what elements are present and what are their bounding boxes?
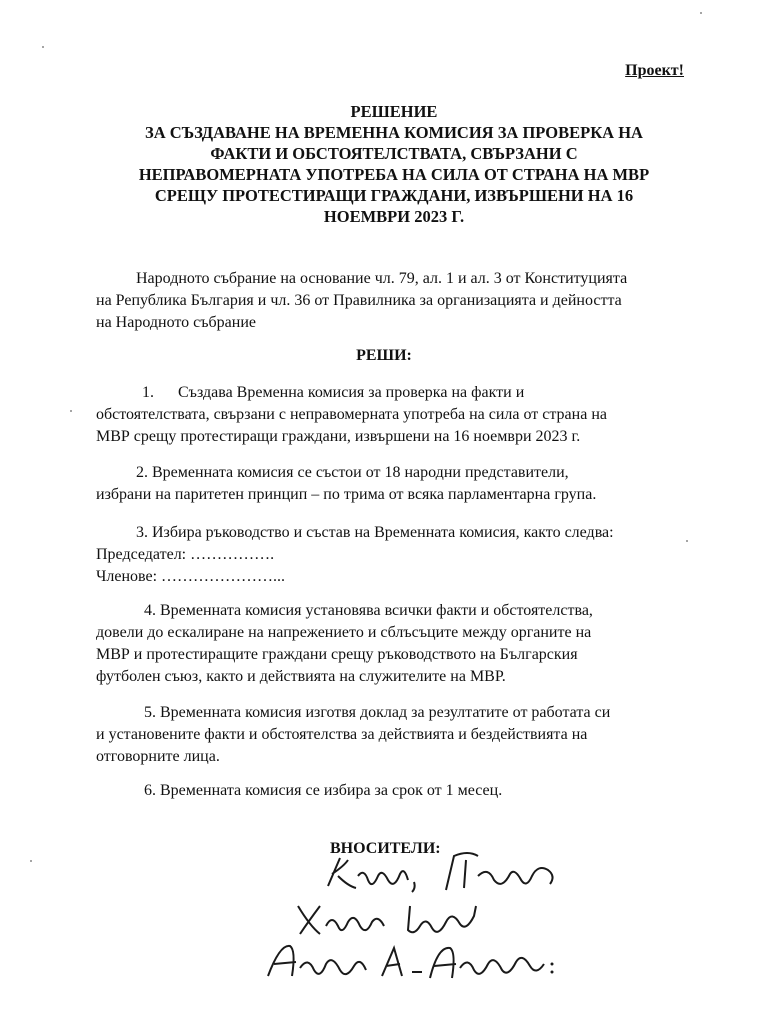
signature-2 xyxy=(290,896,500,940)
item-line: отговорните лица. xyxy=(96,748,220,765)
title-line: ЗА СЪЗДАВАНЕ НА ВРЕМЕННА КОМИСИЯ ЗА ПРОВЕРКА НА xyxy=(145,123,643,142)
scan-speck xyxy=(700,12,702,14)
title-line: СРЕЩУ ПРОТЕСТИРАЩИ ГРАЖДАНИ, ИЗВЪРШЕНИ НА 16 xyxy=(154,186,634,205)
item-line: довели до ескалиране на напрежението и сблъсъците между органите на xyxy=(96,624,592,641)
decision-title xyxy=(94,101,694,227)
preamble-line: на Република България и чл. 36 от Правилника за организацията и дейността xyxy=(96,292,622,309)
item-line: 1. Създава Временна комисия за проверка на факти и xyxy=(142,384,525,401)
title-line: РЕШЕНИЕ xyxy=(350,102,438,121)
signature-3 xyxy=(262,938,562,984)
item-3 xyxy=(96,522,688,588)
title-line: НЕПРАВОМЕРНАТА УПОТРЕБА НА СИЛА ОТ СТРАНА НА МВР xyxy=(138,165,650,184)
title-line: ФАКТИ И ОБСТОЯТЕЛСТВАТА, СВЪРЗАНИ С xyxy=(210,144,578,163)
item-6 xyxy=(96,780,688,802)
item-5 xyxy=(96,702,688,768)
item-2 xyxy=(96,462,688,506)
chairperson-line: Председател: ……………. xyxy=(96,546,275,563)
item-line: футболен съюз, както и действията на служителите на МВР. xyxy=(96,668,506,685)
draft-mark: Проект! xyxy=(625,62,684,79)
item-line: избрани на паритетен принцип – по трима от всяка парламентарна група. xyxy=(96,486,597,503)
scan-speck xyxy=(70,410,72,412)
members-line: Членове: …………………... xyxy=(96,568,286,585)
signature-1 xyxy=(318,846,568,902)
item-line: 2. Временната комисия се състои от 18 народни представители, xyxy=(136,464,569,481)
preamble-line: Народното събрание на основание чл. 79, ал. 1 и ал. 3 от Конституцията xyxy=(136,270,628,287)
scan-speck xyxy=(686,540,688,542)
decides-heading: РЕШИ: xyxy=(356,347,412,364)
item-line: 3. Избира ръководство и състав на Временната комисия, както следва: xyxy=(136,524,614,541)
item-line: МВР и протестиращите граждани срещу ръководството на Българския xyxy=(96,646,578,663)
signatories-heading: ВНОСИТЕЛИ: xyxy=(330,840,441,857)
scan-speck xyxy=(42,46,44,48)
preamble xyxy=(96,268,688,334)
scan-speck xyxy=(30,860,32,862)
item-line: обстоятелствата, свързани с неправомерната употреба на сила от страна на xyxy=(96,406,607,423)
title-line: НОЕМВРИ 2023 Г. xyxy=(323,207,465,226)
item-line: и установените факти и обстоятелства за действията и бездействията на xyxy=(96,726,588,743)
item-line: МВР срещу протестиращи граждани, извършени на 16 ноември 2023 г. xyxy=(96,428,581,445)
item-line: 5. Временната комисия изготвя доклад за резултатите от работата си xyxy=(144,704,611,721)
item-1 xyxy=(96,382,688,448)
item-4 xyxy=(96,600,688,688)
item-line: 4. Временната комисия установява всички факти и обстоятелства, xyxy=(144,602,593,619)
item-line: 6. Временната комисия се избира за срок от 1 месец. xyxy=(144,782,503,799)
preamble-line: на Народното събрание xyxy=(96,314,256,331)
